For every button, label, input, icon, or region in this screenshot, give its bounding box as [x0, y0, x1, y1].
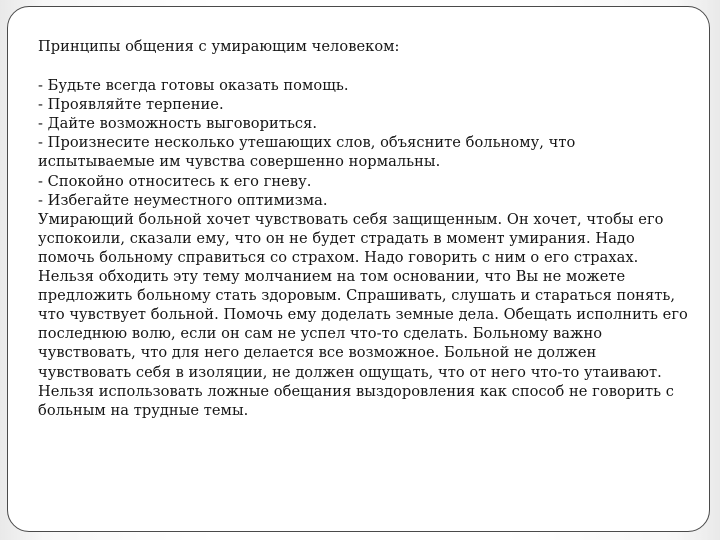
- content-card: [7, 6, 710, 532]
- list-item-help: - Будьте всегда готовы оказать помощь.: [38, 77, 349, 95]
- slide-text: [38, 37, 688, 420]
- list-item-speak-out: - Дайте возможность выговориться.: [38, 115, 318, 133]
- list-item-optimism: - Избегайте неуместного оптимизма.: [38, 191, 328, 209]
- list-item-patience: - Проявляйте терпение.: [38, 96, 224, 114]
- body-paragraph: Умирающий больной хочет чувствовать себя защищенным. Он хочет, чтобы его успокоили, сказали ему, что он не будет страдать в момент умирания. Надо помочь больному справиться со страхом. Надо говорить с ним о его страхах. Нельзя обходить эту тему молчанием на том основании, что Вы не можете предложить больному стать здоровым. Спрашивать, слушать и стараться понять, что чувствует больной. Помочь ему доделать земные дела. Обещать исполнить его последнюю волю, если он сам не успел что-то сделать. Больному важно чувствовать, что для него делается все возможное. Больной не должен чувствовать себя в изоляции, не должен ощущать, что от него что-то утаивают. Нельзя использовать ложные обещания выздоровления как способ не говорить с больным на трудные темы.: [38, 210, 688, 419]
- list-item-comfort: - Произнесите несколько утешающих слов, объясните больному, что испытываемые им чувства совершенно нормальны.: [38, 134, 576, 171]
- list-item-anger: - Спокойно относитесь к его гневу.: [38, 172, 312, 190]
- slide-heading: Принципы общения с умирающим человеком:: [38, 38, 400, 55]
